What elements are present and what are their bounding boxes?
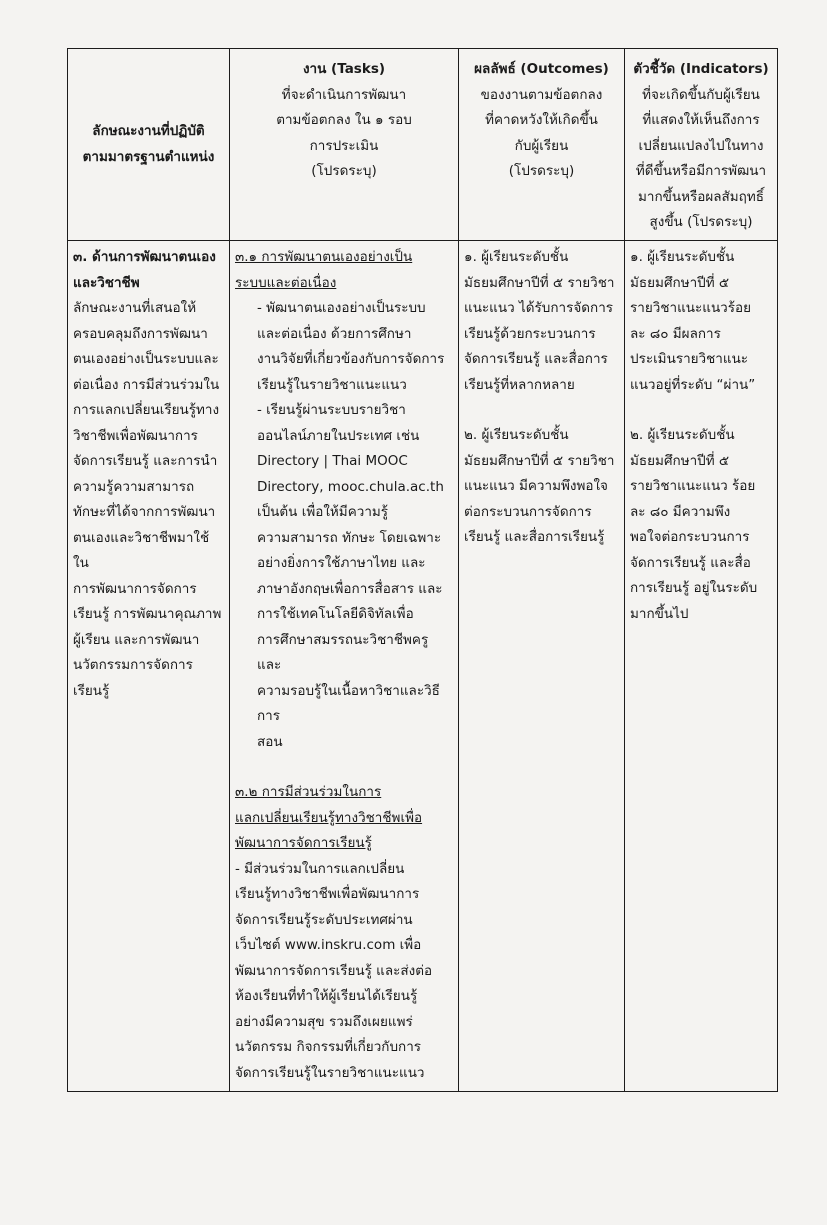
- indicator-item: ๒. ผู้เรียนระดับชั้น มัธยมศึกษาปีที่ ๕ รายวิชาแนะแนว ร้อย ละ ๘๐ มีความพึง พอใจต่อกระบวนการ จัดการเรียนรู้ และสื่อ การเรียนรู้ อยู่ในระดับ มากขึ้นไป: [630, 427, 758, 622]
- header-title: ผลลัพธ์ (Outcomes): [474, 61, 609, 77]
- task-item: - มีส่วนร่วมในการแลกเปลี่ยน เรียนรู้ทางวิชาชีพเพื่อพัฒนาการ จัดการเรียนรู้ระดับประเทศผ่าน เว็บไซต์ www.inskru.com เพื่อ พัฒนาการจัดการเรียนรู้ และส่งต่อ ห้องเรียนที่ทำให้ผู้เรียนได้เรียนรู้ อย่างมีความสุข รวมถึงเผยแพร่ นวัตกรรม กิจกรรมที่เกี่ยวกับการ จัดการเรียนรู้ในรายวิชาแนะแนว: [235, 860, 433, 1081]
- task-item: - พัฒนาตนเองอย่างเป็นระบบ และต่อเนื่อง ด้วยการศึกษา งานวิจัยที่เกี่ยวข้องกับการจัดการ เรียนรู้ในรายวิชาแนะแนว: [257, 300, 445, 393]
- header-subtitle: ที่จะเกิดขึ้นกับผู้เรียน ที่แสดงให้เห็นถึงการ เปลี่ยนแปลงไปในทาง ที่ดีขึ้นหรือมีการพัฒนา มากขึ้นหรือผลสัมฤทธิ์ สูงขึ้น (โปรดระบุ): [635, 86, 767, 230]
- header-subtitle: ของงานตามข้อตกลง ที่คาดหวังให้เกิดขึ้น กับผู้เรียน (โปรดระบุ): [480, 86, 603, 179]
- outcome-item: ๒. ผู้เรียนระดับชั้น มัธยมศึกษาปีที่ ๕ รายวิชา แนะแนว มีความพึงพอใจ ต่อกระบวนการจัดการ เรียนรู้ และสื่อการเรียนรู้: [464, 427, 615, 545]
- section-heading: ๓. ด้านการพัฒนาตนเอง และวิชาชีพ: [73, 249, 216, 291]
- header-subtitle: ที่จะดำเนินการพัฒนา ตามข้อตกลง ใน ๑ รอบ การประเมิน (โปรดระบุ): [276, 86, 412, 179]
- header-title: งาน (Tasks): [302, 61, 386, 77]
- outcome-item: ๑. ผู้เรียนระดับชั้น มัธยมศึกษาปีที่ ๕ รายวิชา แนะแนว ได้รับการจัดการ เรียนรู้ด้วยกระบวนการ จัดการเรียนรู้ และสื่อการ เรียนรู้ที่หลากหลาย: [464, 249, 615, 393]
- cell-outcomes: [459, 241, 625, 1092]
- spacer: [235, 755, 453, 780]
- header-row: [68, 49, 778, 241]
- indicator-item: ๑. ผู้เรียนระดับชั้น มัธยมศึกษาปีที่ ๕ รายวิชาแนะแนวร้อย ละ ๘๐ มีผลการ ประเมินรายวิชาแนะ แนวอยู่ที่ระดับ “ผ่าน”: [630, 249, 756, 393]
- spacer: [464, 398, 619, 423]
- header-tasks: [230, 49, 459, 241]
- spacer: [630, 398, 772, 423]
- header-title: ลักษณะงานที่ปฏิบัติ ตามมาตรฐานตำแหน่ง: [82, 123, 215, 165]
- header-indicators: [625, 49, 778, 241]
- header-title: ตัวชี้วัด (Indicators): [633, 61, 769, 77]
- header-outcomes: [459, 49, 625, 241]
- agreement-table: [67, 48, 778, 1092]
- body-row: [68, 241, 778, 1092]
- task-item: - เรียนรู้ผ่านระบบรายวิชา ออนไลน์ภายในประเทศ เช่น Directory | Thai MOOC Directory, mooc.chula.ac.th เป็นต้น เพื่อให้มีความรู้ ความสามารถ ทักษะ โดยเฉพาะ อย่างยิ่งการใช้ภาษาไทย และ ภาษาอังกฤษเพื่อการสื่อสาร และ การใช้เทคโนโลยีดิจิทัลเพื่อ การศึกษาสมรรถนะวิชาชีพครู และ ความรอบรู้ในเนื้อหาวิชาและวิธีการ สอน: [257, 402, 444, 750]
- section-description: ลักษณะงานที่เสนอให้ ครอบคลุมถึงการพัฒนา ตนเองอย่างเป็นระบบและ ต่อเนื่อง การมีส่วนร่วมใน การแลกเปลี่ยนเรียนรู้ทาง วิชาชีพเพื่อพัฒนาการ จัดการเรียนรู้ และการนำ ความรู้ความสามารถ ทักษะที่ได้จากการพัฒนา ตนเองและวิชาชีพมาใช้ใน การพัฒนาการจัดการ เรียนรู้ การพัฒนาคุณภาพ ผู้เรียน และการพัฒนา นวัตกรรมการจัดการ เรียนรู้: [73, 300, 222, 699]
- task-title-3-1: ๓.๑ การพัฒนาตนเองอย่างเป็น ระบบและต่อเนื่อง: [235, 249, 413, 291]
- task-title-3-2: ๓.๒ การมีส่วนร่วมในการ แลกเปลี่ยนเรียนรู้ทางวิชาชีพเพื่อ พัฒนาการจัดการเรียนรู้: [235, 784, 423, 851]
- header-work-characteristics: [68, 49, 230, 241]
- cell-tasks: [230, 241, 459, 1092]
- cell-indicators: [625, 241, 778, 1092]
- cell-work-characteristics: [68, 241, 230, 1092]
